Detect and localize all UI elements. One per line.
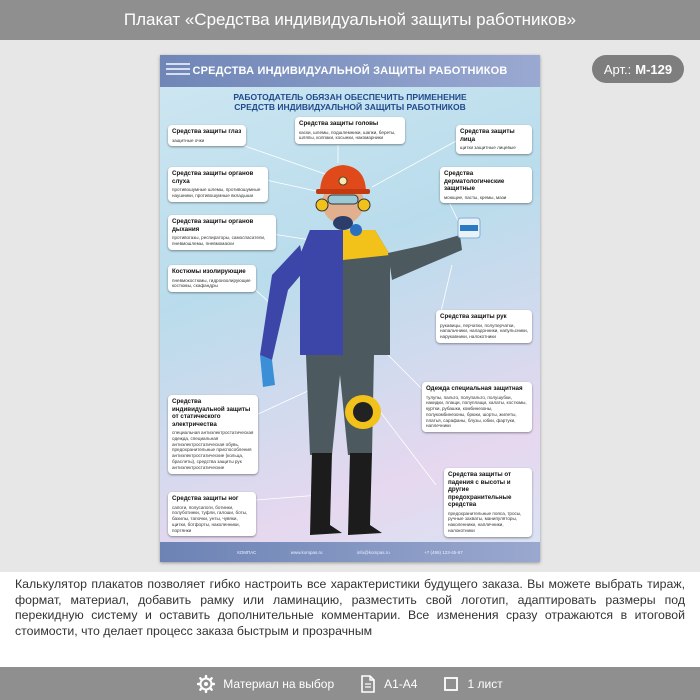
sheets-option[interactable]	[443, 676, 502, 692]
label-dermatological: Средства дерматологические защитные моющие, пасты, кремы, мази	[440, 167, 532, 203]
options-bar	[0, 667, 700, 700]
header-bar	[0, 0, 700, 40]
poster-phone: +7 (495) 123-45-67	[424, 549, 463, 555]
label-hearing-protection: Средства защиты органов слуха противошумные шлемы, противошумные наушники, противошумные вкладыши	[168, 167, 268, 202]
page-title: Плакат «Средства индивидуальной защиты работников»	[123, 10, 577, 29]
article-label: Арт.:	[603, 61, 632, 77]
material-option[interactable]	[197, 675, 334, 693]
article-badge	[592, 55, 684, 83]
label-face-protection: Средства защиты лица щитки защитные лицевые	[456, 125, 532, 154]
article-code: М-129	[635, 61, 673, 77]
document-icon	[360, 675, 376, 693]
poster-site: www.kompas.ru	[290, 549, 323, 555]
label-special-clothing: Одежда специальная защитная тулупы, пальто, полупальто, полушубки, накидки, плащи, полуплащи, халаты, костюмы, куртки, рубашки, комбинезоны, полукомбинезоны, брюки, шорты, жилеты, платья, сарафаны, блузы, юбки, фартуки, наплечники	[422, 382, 532, 432]
format-option[interactable]	[360, 675, 417, 693]
label-static-protection: Средства индивидуальной защиты от статического электричества специальная антиэлектростатическая одежда, специальная антиэлектростатическая обувь, предохранительные приспособления антиэлектростатические (кольца, браслеты), средства защиты рук антиэлектростатические	[168, 395, 258, 474]
material-label: Материал на выбор	[223, 676, 335, 691]
product-description: Калькулятор плакатов позволяет гибко настроить все характеристики будущего заказа. Вы можете выбрать тираж, формат, материал, добавить рамку или ламинацию, разместить свой логотип, адаптировать размеры под перекидную систему и оставить дополнительные комментарии. Все изменения сразу отражаются в итоговой стоимости, что делает процесс заказа быстрым и прозрачным	[15, 577, 685, 638]
label-foot-protection: Средства защиты ног сапоги, полусапоги, ботинки, полуботинки, туфли, галоши, боты, бахилы, тапочки, унты, чувяки, щитки, ботфорты, наколенники, портянки	[168, 492, 256, 536]
poster-subtitle-line2: СРЕДСТВ ИНДИВИДУАЛЬНОЙ ЗАЩИТЫ РАБОТНИКОВ	[234, 102, 466, 112]
gear-icon	[197, 675, 215, 693]
label-head-protection: Средства защиты головы каски, шлемы, подшлемники, шапки, береты, шляпы, колпаки, косынки, накомарники	[295, 117, 405, 144]
poster-image[interactable]	[160, 55, 540, 562]
label-eye-protection: Средства защиты глаз защитные очки	[168, 125, 246, 146]
sheet-icon	[443, 676, 459, 692]
poster-brand: КОМПАС	[237, 549, 257, 555]
label-isolating-suits: Костюмы изолирующие пневмокостюмы, гидроизолирующие костюмы, скафандры	[168, 265, 256, 292]
poster-title: СРЕДСТВА ИНДИВИДУАЛЬНОЙ ЗАЩИТЫ РАБОТНИКОВ	[192, 65, 508, 77]
label-fall-protection: Средства защиты от падения с высоты и другие предохранительные средства предохранительные пояса, тросы, ручные захваты, манипуляторы, наколенники, наплечники, налокотники	[444, 468, 532, 537]
poster-subtitle-line1: РАБОТОДАТЕЛЬ ОБЯЗАН ОБЕСПЕЧИТЬ ПРИМЕНЕНИЕ	[233, 92, 467, 102]
poster-footer	[160, 542, 540, 562]
label-respiratory: Средства защиты органов дыхания противогазы, респираторы, самоспасатели, пневмошлемы, пневмомаски	[168, 215, 276, 250]
poster-email: info@kompas.ru	[356, 549, 390, 555]
format-label: А1-А4	[384, 676, 418, 691]
sheets-label: 1 лист	[467, 676, 503, 691]
label-hand-protection: Средства защиты рук рукавицы, перчатки, полуперчатки, напальчники, наладонники, напульсники, нарукавники, налокотники	[436, 310, 532, 343]
